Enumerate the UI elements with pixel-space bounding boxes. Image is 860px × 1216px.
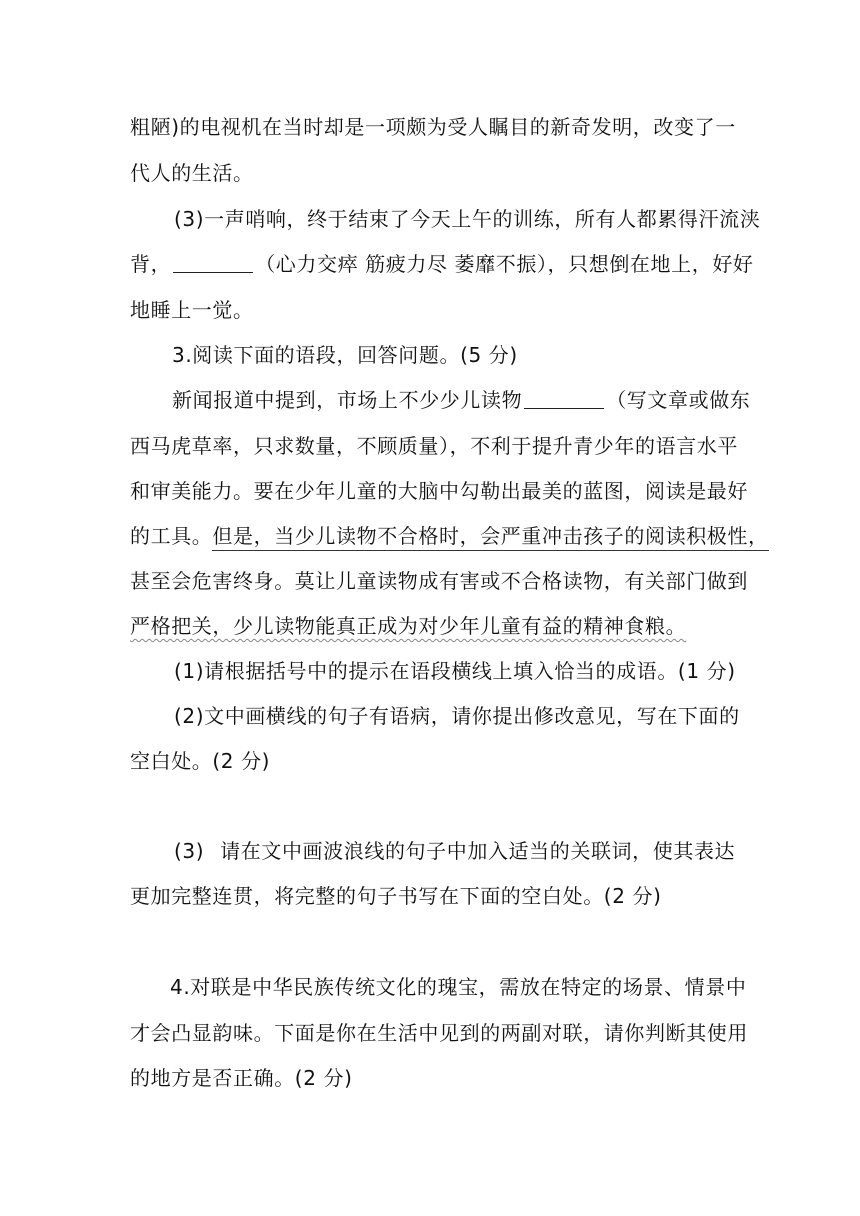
- wavy-underlined-sentence: [130, 612, 686, 640]
- question-2-3: (3)一声哨响，终于结束了今天上午的训练，所有人都累得汗流浃: [174, 207, 761, 231]
- text-fragment: （写文章或做东: [606, 388, 751, 412]
- text-line: 更加完整连贯，将完整的句子书写在下面的空白处。(2 分): [130, 884, 662, 908]
- question-3-heading: 3.阅读下面的语段，回答问题。(5 分): [172, 343, 518, 367]
- text-fragment: 的工具。: [130, 524, 213, 548]
- text-line: 空白处。(2 分): [130, 749, 271, 773]
- text-line: 的地方是否正确。(2 分): [130, 1066, 353, 1090]
- underlined-sentence: 但是，当少儿读物不合格时，会严重冲击孩子的阅读积极性，: [212, 524, 768, 551]
- passage-line-with-blank: [172, 386, 750, 414]
- text-fragment: （心力交瘁 筋疲力尽 萎靡不振），只想倒在地上，好好: [255, 252, 754, 276]
- passage-line: 西马虎草率，只求数量，不顾质量），不利于提升青少年的语言水平: [130, 434, 738, 458]
- text-line: 代人的生活。: [130, 161, 254, 185]
- text-fragment: 请在文中画波浪线的句子中加入适当的关联词，使其表达: [220, 839, 736, 863]
- text-line: 粗陋)的电视机在当时却是一项颇为受人瞩目的新奇发明，改变了一: [130, 115, 736, 139]
- question-3-1: (1)请根据括号中的提示在语段横线上填入恰当的成语。(1 分): [174, 659, 736, 683]
- text-line-with-blank: [130, 250, 754, 278]
- answer-blank: [524, 386, 604, 409]
- passage-line: 和审美能力。要在少年儿童的大脑中勾勒出最美的蓝图，阅读是最好: [130, 479, 748, 503]
- text-line: 地睡上一觉。: [130, 298, 254, 322]
- wavy-line-text: 严格把关，少儿读物能真正成为对少年儿童有益的精神食粮。: [130, 614, 687, 638]
- text-line: 才会凸显韵味。下面是你在生活中见到的两副对联，请你判断其使用: [130, 1021, 748, 1045]
- passage-line: [130, 522, 769, 550]
- text-fragment: 背，: [130, 252, 172, 276]
- question-3-2: (2)文中画横线的句子有语病，请你提出修改意见，写在下面的: [174, 704, 740, 728]
- passage-line: 甚至会危害终身。莫让儿童读物成有害或不合格读物，有关部门做到: [130, 569, 748, 593]
- question-4-heading: 4.对联是中华民族传统文化的瑰宝，需放在特定的场景、情景中: [170, 975, 747, 999]
- question-3-3: [174, 837, 735, 865]
- question-number: (3): [174, 839, 205, 863]
- answer-blank: [173, 250, 253, 273]
- text-fragment: 新闻报道中提到，市场上不少少儿读物: [172, 388, 523, 412]
